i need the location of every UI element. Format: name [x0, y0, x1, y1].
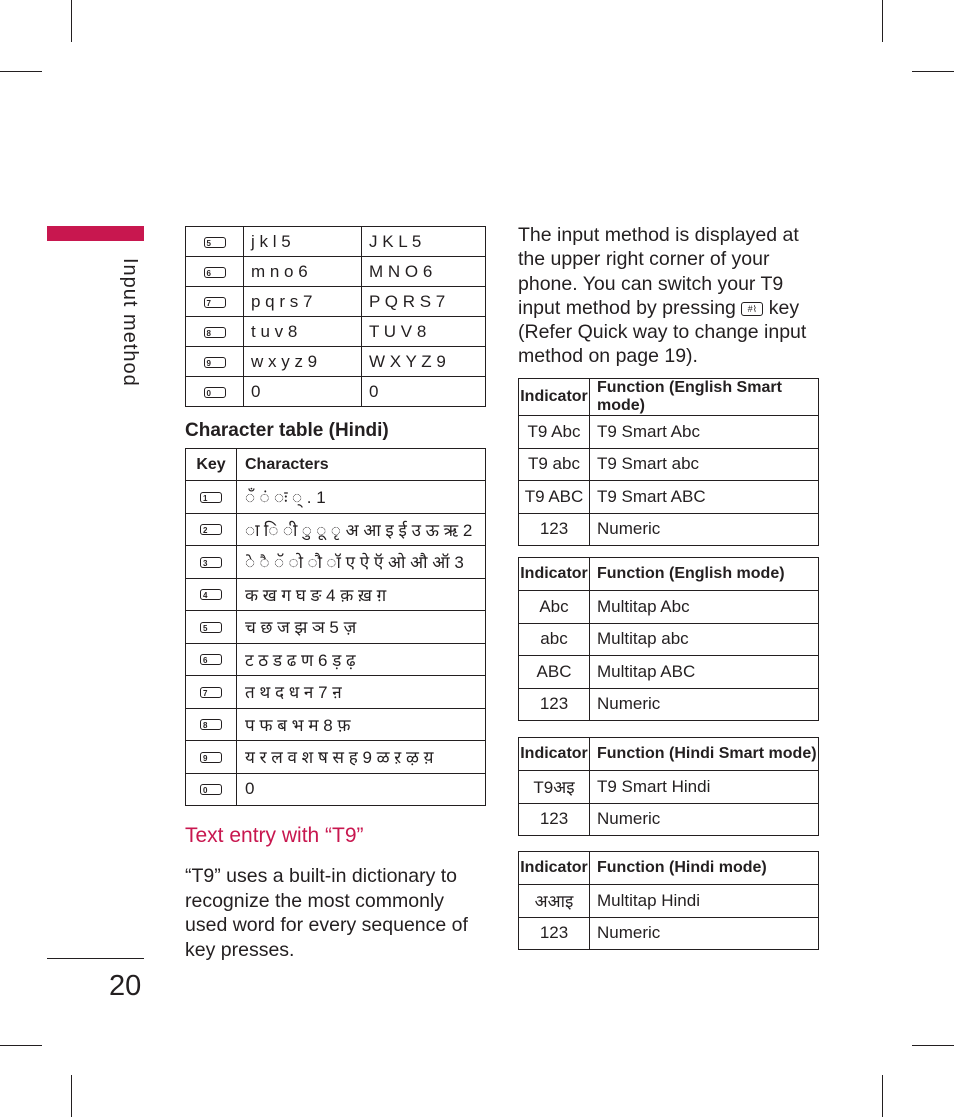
keypad-key--icon: 9 [200, 752, 222, 763]
lowercase-chars: p q r s 7 [244, 287, 362, 317]
column-header-function: Function (English mode) [590, 558, 819, 591]
function-cell: Numeric [590, 513, 819, 546]
table-row [519, 513, 819, 546]
hindi-chars: क ख ग घ ङ 4 क़ ख़ ग़ [237, 578, 486, 611]
table-row [186, 481, 486, 514]
crop-mark [912, 71, 954, 72]
function-cell: Multitap abc [590, 623, 819, 656]
key-cell [186, 643, 237, 676]
key-cell [186, 708, 237, 741]
hindi-chars: प फ ब भ म 8 फ़ [237, 708, 486, 741]
keypad-key--icon: 5 [204, 237, 226, 248]
function-cell: T9 Smart abc [590, 448, 819, 481]
table-row [186, 676, 486, 709]
lowercase-chars: m n o 6 [244, 257, 362, 287]
function-cell: T9 Smart Hindi [590, 771, 819, 804]
table-row [519, 688, 819, 721]
keypad-key--icon: 7 [200, 687, 222, 698]
hindi-table-title: Character table (Hindi) [185, 420, 389, 441]
function-cell: Numeric [590, 803, 819, 836]
hindi-chars: ँ ं ः ् . 1 [237, 481, 486, 514]
keypad-key--icon: 6 [200, 654, 222, 665]
table-row [186, 317, 486, 347]
key-cell [186, 773, 237, 806]
lowercase-chars: 0 [244, 377, 362, 407]
indicator-table-hindi [518, 851, 819, 950]
table-row [519, 623, 819, 656]
crop-mark [71, 1075, 72, 1117]
hindi-chars: 0 [237, 773, 486, 806]
indicator-cell: अआइ [519, 885, 590, 918]
table-row [186, 257, 486, 287]
key-cell [186, 611, 237, 644]
hindi-chars: च छ ज झ ञ 5 ज़ [237, 611, 486, 644]
key-cell [186, 227, 244, 257]
keypad-key--icon: 6 [204, 267, 226, 278]
t9-section-heading: Text entry with “T9” [185, 824, 364, 847]
keypad-key--icon: 9 [204, 357, 226, 368]
table-row [186, 773, 486, 806]
crop-mark [0, 71, 42, 72]
hindi-chars: ा ि ी ु ू ृ अ आ इ ई उ ऊ ऋ 2 [237, 513, 486, 546]
keypad-key--icon: 4 [200, 589, 222, 600]
table-row [186, 347, 486, 377]
table-row [186, 227, 486, 257]
indicator-cell: 123 [519, 803, 590, 836]
function-cell: Multitap Hindi [590, 885, 819, 918]
lowercase-chars: t u v 8 [244, 317, 362, 347]
uppercase-chars: 0 [362, 377, 486, 407]
indicator-cell: ABC [519, 656, 590, 689]
key-cell [186, 317, 244, 347]
column-header-indicator: Indicator [519, 852, 590, 885]
keypad-key--icon: 2 [200, 524, 222, 535]
table-header-row [519, 558, 819, 591]
intro-text-before: The input method is displayed at the upper right corner of your phone. You can switch your T9 input method by pressing [518, 224, 799, 319]
table-header-row [519, 379, 819, 416]
page-number-rule [47, 958, 144, 959]
crop-mark [0, 1045, 42, 1046]
column-header-characters: Characters [237, 449, 486, 481]
table-row [519, 448, 819, 481]
key-cell [186, 741, 237, 774]
section-title: Input method [119, 258, 141, 387]
keypad-key--icon: 8 [200, 719, 222, 730]
hindi-chars: े ै ॅ ो ौ ॉ ए ऐ ऍ ओ औ ऑ 3 [237, 546, 486, 579]
column-header-indicator: Indicator [519, 379, 590, 416]
table-row [186, 377, 486, 407]
function-cell: T9 Smart ABC [590, 481, 819, 514]
table-row [519, 416, 819, 449]
uppercase-chars: M N O 6 [362, 257, 486, 287]
table-header-row [519, 852, 819, 885]
table-row [186, 741, 486, 774]
indicator-cell: T9 ABC [519, 481, 590, 514]
key-cell [186, 513, 237, 546]
table-row [186, 611, 486, 644]
function-cell: Multitap ABC [590, 656, 819, 689]
crop-mark [912, 1045, 954, 1046]
uppercase-chars: T U V 8 [362, 317, 486, 347]
table-row [186, 287, 486, 317]
lowercase-chars: w x y z 9 [244, 347, 362, 377]
key-cell [186, 257, 244, 287]
table-header-row [186, 449, 486, 481]
latin-character-table [185, 226, 486, 407]
intro-text-after: key (Refer Quick way to change input method on page 19). [518, 296, 807, 368]
key-cell [186, 347, 244, 377]
hash-key-icon: #⌇ [741, 302, 763, 316]
hindi-chars: त थ द ध न 7 ऩ [237, 676, 486, 709]
function-cell: Multitap Abc [590, 591, 819, 624]
uppercase-chars: W X Y Z 9 [362, 347, 486, 377]
keypad-key--icon: 8 [204, 327, 226, 338]
key-cell [186, 481, 237, 514]
keypad-key--icon: 1 [200, 492, 222, 503]
table-row [519, 771, 819, 804]
key-cell [186, 578, 237, 611]
table-row [519, 591, 819, 624]
table-row [519, 481, 819, 514]
keypad-key--icon: 5 [200, 622, 222, 633]
uppercase-chars: P Q R S 7 [362, 287, 486, 317]
indicator-table-hindi-smart [518, 737, 819, 836]
column-header-indicator: Indicator [519, 738, 590, 771]
indicator-cell: abc [519, 623, 590, 656]
keypad-key--icon: 0 [204, 387, 226, 398]
indicator-cell: T9 abc [519, 448, 590, 481]
uppercase-chars: J K L 5 [362, 227, 486, 257]
column-header-indicator: Indicator [519, 558, 590, 591]
lowercase-chars: j k l 5 [244, 227, 362, 257]
page-number: 20 [109, 970, 142, 1002]
indicator-cell: T9 Abc [519, 416, 590, 449]
column-header-key: Key [186, 449, 237, 481]
indicator-cell: 123 [519, 688, 590, 721]
function-cell: T9 Smart Abc [590, 416, 819, 449]
input-method-intro [518, 223, 823, 369]
table-row [186, 513, 486, 546]
indicator-cell: Abc [519, 591, 590, 624]
indicator-cell: T9अइ [519, 771, 590, 804]
table-row [519, 885, 819, 918]
keypad-key--icon: 0 [200, 784, 222, 795]
indicator-cell: 123 [519, 917, 590, 950]
crop-mark [882, 0, 883, 42]
table-row [186, 578, 486, 611]
table-row [186, 546, 486, 579]
keypad-key--icon: 3 [200, 557, 222, 568]
table-row [186, 643, 486, 676]
hindi-character-table [185, 448, 486, 806]
column-header-function: Function (English Smart mode) [590, 379, 819, 416]
table-row [186, 708, 486, 741]
function-cell: Numeric [590, 688, 819, 721]
t9-description: “T9” uses a built-in dictionary to recognize the most commonly used word for every sequence of key presses. [185, 865, 468, 961]
crop-mark [882, 1075, 883, 1117]
column-header-function: Function (Hindi Smart mode) [590, 738, 819, 771]
indicator-cell: 123 [519, 513, 590, 546]
table-row [519, 656, 819, 689]
keypad-key--icon: 7 [204, 297, 226, 308]
table-header-row [519, 738, 819, 771]
key-cell [186, 546, 237, 579]
section-accent-bar [47, 226, 144, 241]
function-cell: Numeric [590, 917, 819, 950]
key-cell [186, 287, 244, 317]
table-row [519, 917, 819, 950]
table-row [519, 803, 819, 836]
hindi-chars: य र ल व श ष स ह 9 ळ ऱ ऴ य़ [237, 741, 486, 774]
hindi-chars: ट ठ ड ढ ण 6 ड़ ढ़ [237, 643, 486, 676]
column-header-function: Function (Hindi mode) [590, 852, 819, 885]
crop-mark [71, 0, 72, 42]
key-cell [186, 676, 237, 709]
indicator-table-english [518, 557, 819, 721]
key-cell [186, 377, 244, 407]
indicator-table-english-smart [518, 378, 819, 546]
